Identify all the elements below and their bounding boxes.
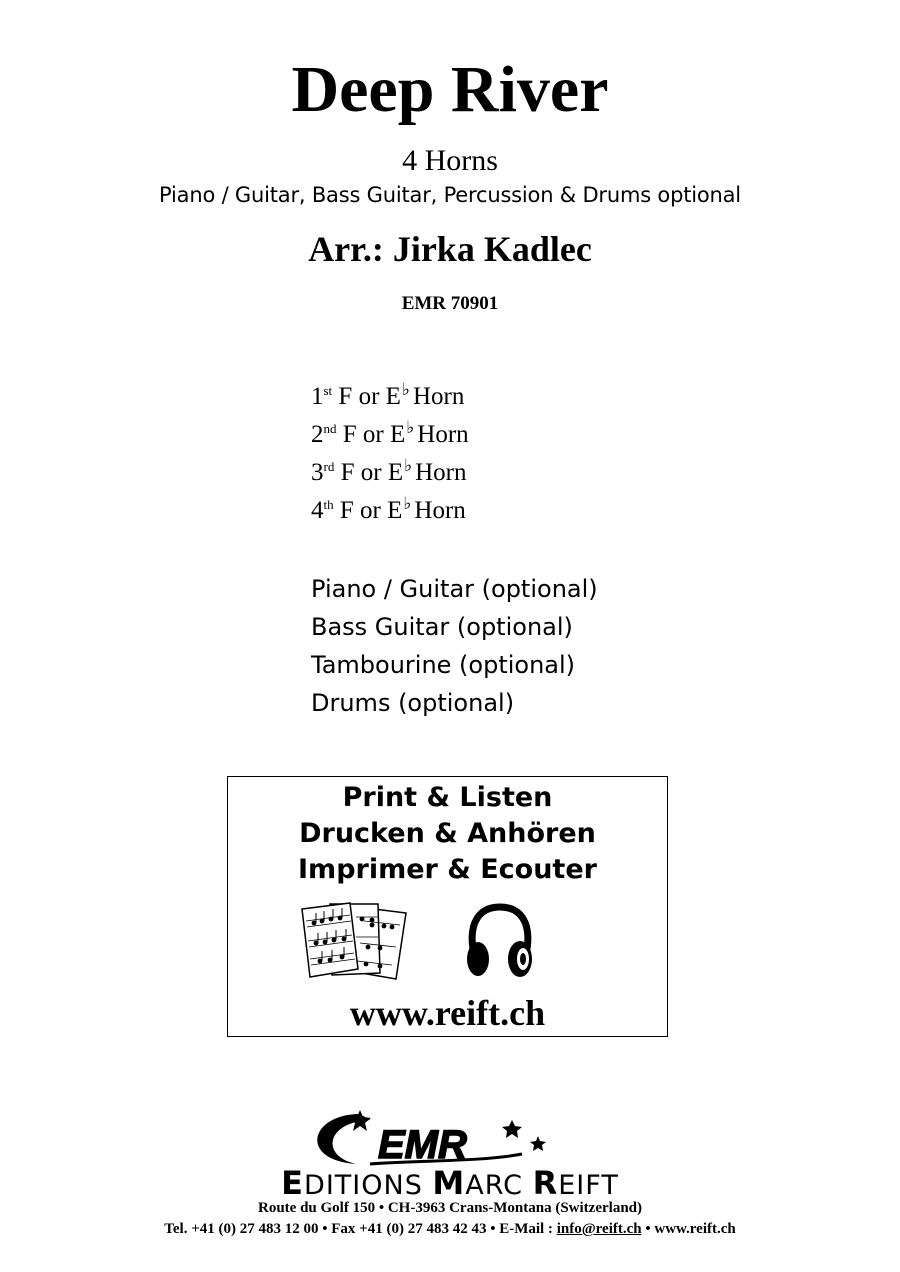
part-instrument: Horn — [417, 421, 469, 448]
flat-sign: ♭ — [406, 418, 415, 438]
part-number: 1 — [311, 383, 324, 410]
promo-line-english: Print & Listen — [342, 782, 553, 813]
subtitle: 4 Horns — [402, 144, 498, 177]
ordinal-suffix: st — [323, 383, 333, 398]
part-number: 3 — [311, 459, 324, 486]
ordinal-suffix: rd — [323, 459, 335, 474]
contact-phone-fax: Tel. +41 (0) 27 483 12 00 • Fax +41 (0) 27 483 42 43 • E-Mail : — [164, 1221, 557, 1237]
print-listen-box — [227, 776, 668, 1037]
part-instrument: Horn — [414, 497, 466, 524]
flat-sign: ♭ — [403, 494, 412, 514]
publisher-contact — [0, 1218, 900, 1240]
ordinal-suffix: nd — [323, 421, 337, 436]
part-instrument: Horn — [412, 383, 465, 410]
horn-part — [311, 416, 469, 454]
horn-part — [311, 454, 469, 492]
promo-line-french: Imprimer & Ecouter — [298, 854, 597, 885]
logo-text: EMR — [378, 1123, 467, 1167]
optional-part: Drums (optional) — [311, 689, 515, 717]
optional-part: Bass Guitar (optional) — [311, 613, 573, 641]
publisher-address: Route du Golf 150 • CH-3963 Crans-Montana (Switzerland) — [258, 1200, 642, 1216]
email-link[interactable]: info@reift.ch — [556, 1221, 642, 1237]
flat-sign: ♭ — [404, 456, 413, 476]
optional-part: Piano / Guitar (optional) — [311, 575, 598, 603]
part-number: 2 — [311, 421, 324, 448]
part-key: F or E — [339, 497, 403, 524]
part-key: F or E — [342, 421, 406, 448]
emr-logo — [260, 1108, 550, 1170]
promo-line-german: Drucken & Anhören — [299, 818, 596, 849]
horn-part — [311, 492, 469, 530]
part-key: F or E — [340, 459, 404, 486]
publisher-initial: R — [532, 1164, 559, 1202]
sheet-music-icon — [300, 899, 412, 981]
instrumentation-line: Piano / Guitar, Bass Guitar, Percussion & Drums optional — [159, 183, 741, 207]
part-number: 4 — [311, 497, 324, 524]
ordinal-suffix: th — [323, 497, 334, 512]
optional-parts-list — [311, 570, 598, 722]
page-title: Deep River — [291, 53, 609, 126]
part-key: F or E — [338, 383, 401, 410]
catalog-number: EMR 70901 — [401, 293, 499, 314]
flat-sign: ♭ — [401, 380, 410, 400]
contact-website: • www.reift.ch — [641, 1221, 736, 1237]
headphones-icon — [465, 901, 535, 981]
arranger: Arr.: Jirka Kadlec — [308, 229, 592, 269]
horn-part — [311, 378, 469, 416]
part-instrument: Horn — [415, 459, 467, 486]
publisher-initial: E — [281, 1164, 305, 1202]
optional-part: Tambourine (optional) — [311, 651, 576, 679]
publisher-initial: M — [432, 1164, 466, 1202]
publisher-word: DITIONS — [304, 1170, 433, 1201]
publisher-word: EIFT — [558, 1170, 619, 1201]
horn-parts-list — [311, 378, 469, 530]
publisher-word: ARC — [465, 1170, 533, 1201]
promo-website: www.reift.ch — [349, 993, 546, 1033]
